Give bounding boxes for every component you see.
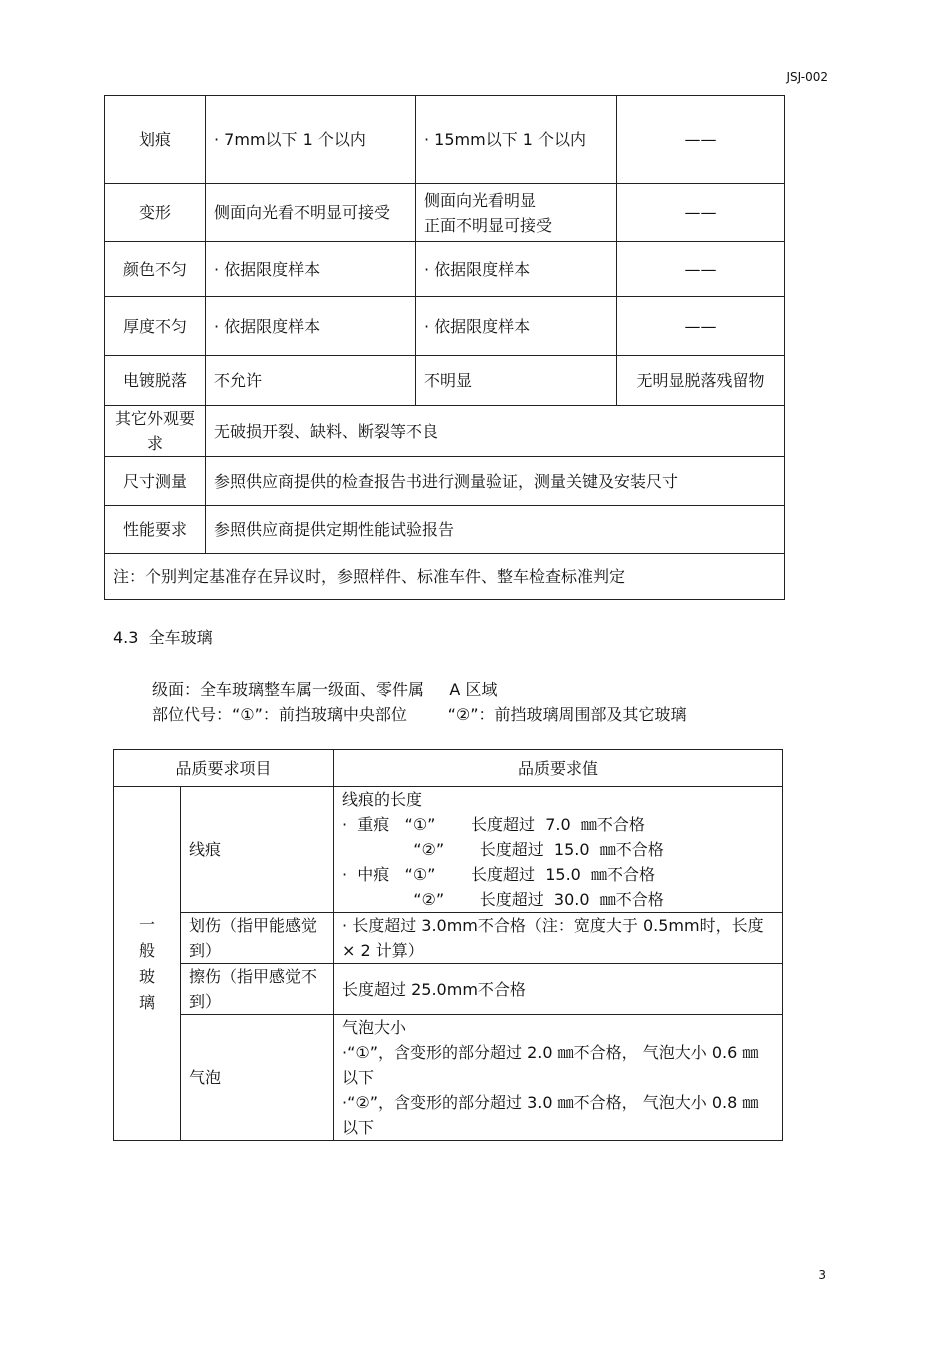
table-row <box>105 96 785 184</box>
grade-c-cell: —— <box>617 297 785 356</box>
table-row <box>105 554 785 600</box>
grade-a-cell: · 依据限度样本 <box>206 297 416 356</box>
table-row <box>114 1015 783 1141</box>
note-cell: 注：个别判定基准存在异议时，参照样件、标准车件、整车检查标准判定 <box>105 554 785 600</box>
grade-description: 级面：全车玻璃整车属一级面、零件属 A 区域 <box>152 680 498 699</box>
grade-c-cell: 无明显脱落残留物 <box>617 356 785 406</box>
value-cell: · 长度超过 3.0mm不合格（注：宽度大于 0.5mm时，长度× 2 计算） <box>334 913 783 964</box>
item-cell: 颜色不匀 <box>105 242 206 297</box>
grade-b-cell: · 依据限度样本 <box>416 242 617 297</box>
grade-a-cell: · 7mm以下 1 个以内 <box>206 96 416 184</box>
header-item: 品质要求项目 <box>114 750 334 787</box>
grade-b-cell: 侧面向光看明显 正面不明显可接受 <box>416 184 617 242</box>
requirement-cell: 参照供应商提供的检查报告书进行测量验证，测量关键及安装尺寸 <box>206 457 785 506</box>
glass-quality-table <box>113 749 783 1141</box>
table-row <box>114 913 783 964</box>
grade-a-cell: 侧面向光看不明显可接受 <box>206 184 416 242</box>
item-cell: 性能要求 <box>105 506 206 554</box>
requirement-cell: 参照供应商提供定期性能试验报告 <box>206 506 785 554</box>
grade-c-cell: —— <box>617 184 785 242</box>
grade-b-cell: 不明显 <box>416 356 617 406</box>
appearance-standard-table <box>104 95 785 600</box>
page-number: 3 <box>818 1268 826 1282</box>
value-cell: 线痕的长度 · 重痕 “①” 长度超过 7.0 ㎜不合格 “②” 长度超过 15.0 ㎜不合格 · 中痕 “①” 长度超过 15.0 ㎜不合格 “②” 长度超过 30.0 ㎜不合格 <box>334 787 783 913</box>
item-cell: 划伤（指甲能感觉到） <box>181 913 334 964</box>
item-cell: 线痕 <box>181 787 334 913</box>
item-cell: 电镀脱落 <box>105 356 206 406</box>
item-cell: 变形 <box>105 184 206 242</box>
item-cell: 其它外观要求 <box>105 406 206 457</box>
section-title: 4.3 全车玻璃 <box>113 628 213 647</box>
item-cell: 擦伤（指甲感觉不到） <box>181 964 334 1015</box>
item-cell: 尺寸测量 <box>105 457 206 506</box>
table-row <box>105 406 785 457</box>
table-header-row <box>114 750 783 787</box>
item-cell: 划痕 <box>105 96 206 184</box>
group-label: 一 般 玻 璃 <box>114 787 181 1141</box>
value-cell: 长度超过 25.0mm不合格 <box>334 964 783 1015</box>
grade-b-cell: · 依据限度样本 <box>416 297 617 356</box>
grade-c-cell: —— <box>617 96 785 184</box>
header-value: 品质要求值 <box>334 750 783 787</box>
grade-c-cell: —— <box>617 242 785 297</box>
table-row <box>105 184 785 242</box>
table-row <box>105 457 785 506</box>
table-row <box>105 297 785 356</box>
table-row <box>105 506 785 554</box>
table-row <box>114 787 783 913</box>
value-cell: 气泡大小 ·“①”，含变形的部分超过 2.0 ㎜不合格， 气泡大小 0.6 ㎜以下 ·“②”，含变形的部分超过 3.0 ㎜不合格， 气泡大小 0.8 ㎜以下 <box>334 1015 783 1141</box>
grade-a-cell: 不允许 <box>206 356 416 406</box>
item-cell: 厚度不匀 <box>105 297 206 356</box>
position-code-description: 部位代号：“①”：前挡玻璃中央部位 “②”：前挡玻璃周围部及其它玻璃 <box>152 705 687 724</box>
requirement-cell: 无破损开裂、缺料、断裂等不良 <box>206 406 785 457</box>
table-row <box>105 356 785 406</box>
grade-b-cell: · 15mm以下 1 个以内 <box>416 96 617 184</box>
item-cell: 气泡 <box>181 1015 334 1141</box>
table-row <box>105 242 785 297</box>
table-row <box>114 964 783 1015</box>
document-code: JSJ-002 <box>786 70 828 84</box>
grade-a-cell: · 依据限度样本 <box>206 242 416 297</box>
